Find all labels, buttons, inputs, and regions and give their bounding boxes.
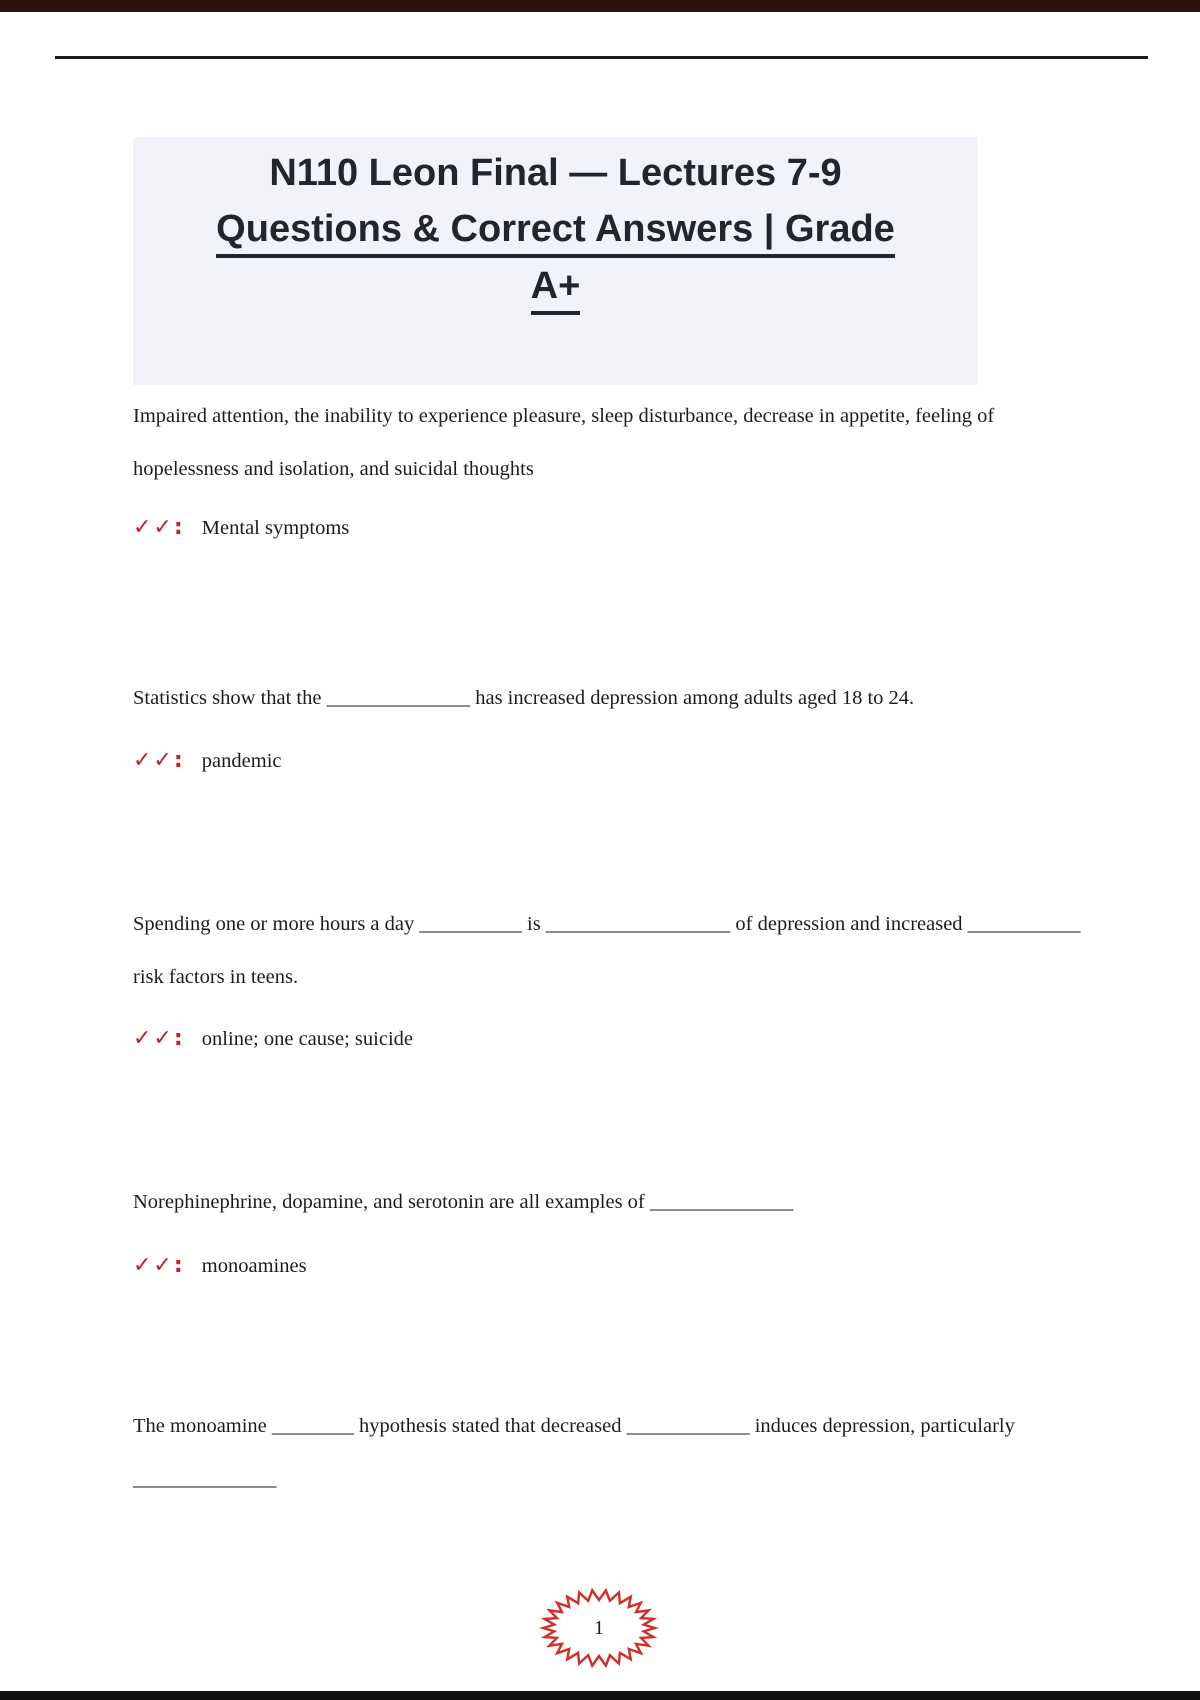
answer-row [133,748,1083,773]
correct-answer-checkmarks: ✓✓: [133,1253,185,1278]
question-text: Statistics show that the ______________ has increased depression among adults aged 18 to 24. [133,687,915,709]
correct-answer-checkmarks: ✓✓: [133,515,185,540]
question-text: Spending one or more hours a day __________ is __________________ of depression and increased ___________ risk factors in teens. [133,913,1081,988]
answer-row [133,1026,1083,1051]
answer-text: pandemic [201,750,282,772]
document-title-line-2: Questions & Correct Answers | Grade [216,205,895,258]
question-text: Norephinephrine, dopamine, and serotonin are all examples of ______________ [133,1191,794,1213]
question-text: The monoamine ________ hypothesis stated that decreased ____________ induces depression, particularly ______________ [133,1415,1015,1490]
answer-row [133,515,1083,540]
answer-text: monoamines [201,1255,307,1277]
bottom-border-bar [0,1691,1200,1700]
page-number: 1 [594,1616,604,1639]
correct-answer-checkmarks: ✓✓: [133,748,185,773]
question-text: Impaired attention, the inability to experience pleasure, sleep disturbance, decrease in appetite, feeling of hopelessness and isolation, and suicidal thoughts [133,405,995,480]
correct-answer-checkmarks: ✓✓: [133,1026,185,1051]
answer-row [133,1253,1083,1278]
document-title-line-1: N110 Leon Final — Lectures 7-9 [269,152,842,194]
title-block [133,137,978,385]
header-rule-line [55,56,1148,59]
document-title-line-3: A+ [531,262,581,315]
answer-text: Mental symptoms [201,517,350,539]
answer-text: online; one cause; suicide [201,1028,413,1050]
top-border-bar [0,0,1200,12]
